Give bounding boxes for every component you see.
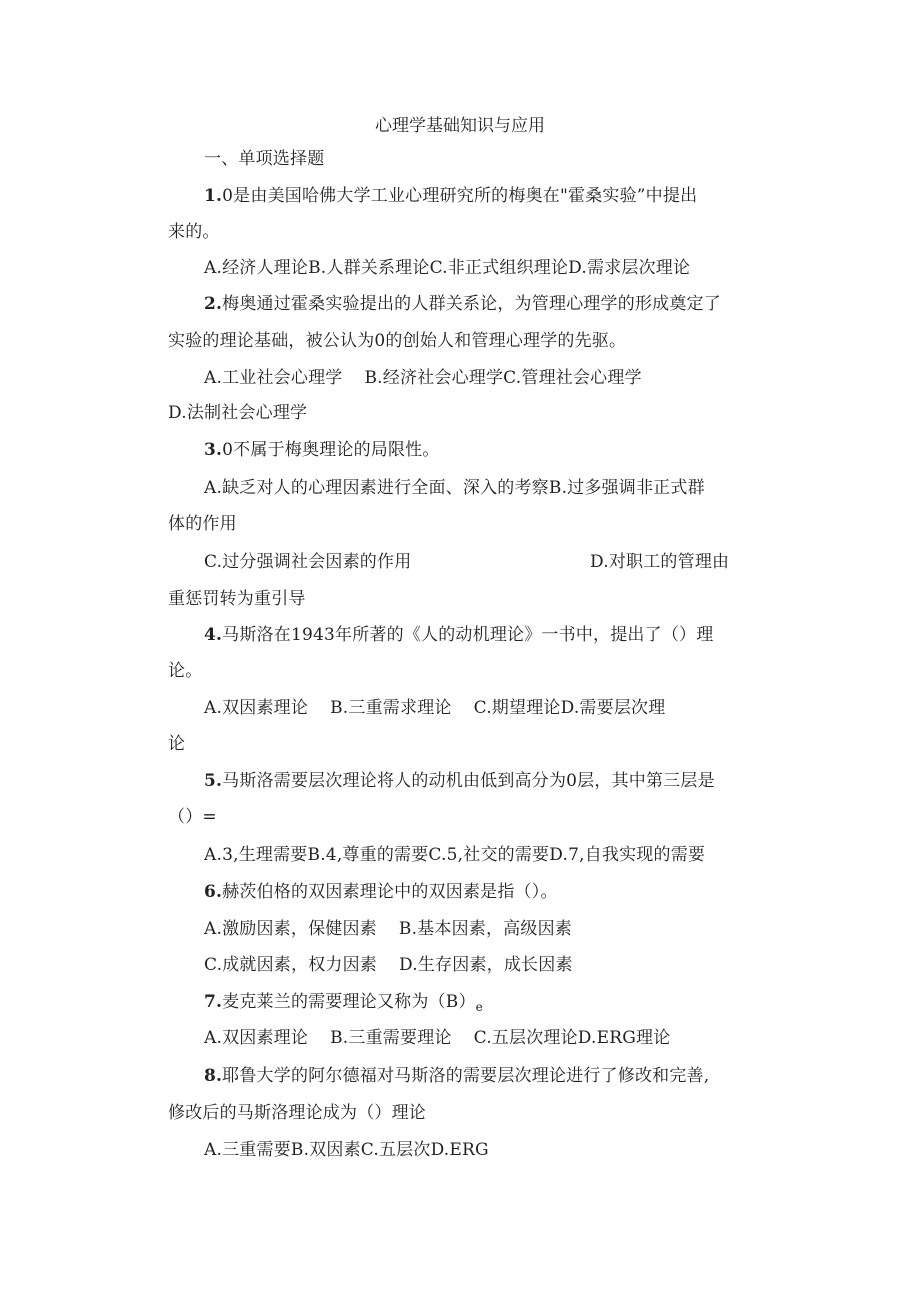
question-6-options-cd: [204, 953, 768, 977]
question-7-options: [204, 1026, 768, 1050]
question-number: 2.: [204, 294, 223, 314]
question-1: [204, 184, 768, 208]
question-text: 0不属于梅奥理论的局限性。: [222, 440, 440, 460]
question-5-options: A.3,生理需要B.4,尊重的需要C.5,社交的需要D.7,自我实现的需要: [204, 845, 706, 865]
question-text-tail: e: [475, 1000, 483, 1014]
question-3-option-d: D.对职工的管理由: [590, 552, 730, 572]
option-cd: C.五层次理论D.ERG理论: [473, 1028, 671, 1048]
question-number: 8.: [204, 1066, 223, 1086]
option-b: B.三重需求理论: [330, 698, 452, 718]
question-3-option-d-cont: 重惩罚转为重引导: [168, 589, 306, 609]
question-3-option-c: C.过分强调社会因素的作用: [204, 552, 412, 572]
question-text: 赫茨伯格的双因素理论中的双因素是指（）。: [222, 882, 558, 902]
question-text: 马斯洛在1943年所著的《人的动机理论》一书中，提出了（）理: [222, 625, 714, 645]
question-4-cont: 论。: [168, 661, 203, 681]
section-heading: 一、单项选择题: [204, 149, 325, 169]
option-a: A.双因素理论: [204, 1028, 309, 1048]
question-4: [204, 623, 768, 647]
question-4-options: [204, 696, 768, 720]
question-3-options-ab: A.缺乏对人的心理因素进行全面、深入的考察B.过多强调非正式群: [204, 478, 705, 498]
question-2: [204, 292, 768, 316]
question-4-options-cont: 论: [168, 734, 186, 754]
question-number: 4.: [204, 625, 223, 645]
option-a: A.双因素理论: [204, 698, 309, 718]
question-8-cont: 修改后的马斯洛理论成为（）理论: [168, 1103, 426, 1123]
option-b: B.基本因素，高级因素: [398, 919, 572, 939]
question-1-options: A.经济人理论B.人群关系理论C.非正式组织理论D.需求层次理论: [204, 258, 691, 278]
question-2-cont: 实验的理论基础，被公认为0的创始人和管理心理学的先驱。: [168, 331, 627, 351]
question-text: 马斯洛需要层次理论将人的动机由低到高分为0层，其中第三层是: [222, 771, 715, 791]
option-d: D.生存因素，成长因素: [399, 955, 573, 975]
question-text: 0是由美国哈佛大学工业心理研究所的梅奥在"霍桑实验”中提出: [222, 186, 698, 206]
question-number: 1.: [204, 186, 223, 206]
question-number: 7.: [204, 992, 223, 1012]
question-number: 6.: [204, 882, 223, 902]
question-6-options-ab: [204, 917, 768, 941]
option-c: C.成就因素，权力因素: [204, 955, 378, 975]
question-3-options-ab-cont: 体的作用: [168, 514, 237, 534]
question-6: [204, 880, 768, 904]
question-8: [204, 1064, 768, 1088]
question-text: 耶鲁大学的阿尔德福对马斯洛的需要层次理论进行了修改和完善,: [222, 1066, 710, 1086]
question-5: [204, 769, 768, 793]
question-text: 麦克莱兰的需要理论又称为（B）: [222, 992, 476, 1012]
question-2-option-d: D.法制社会心理学: [168, 403, 308, 423]
option-a: A.激励因素，保健因素: [204, 919, 377, 939]
document-title: 心理学基础知识与应用: [375, 116, 545, 136]
question-number: 5.: [204, 771, 223, 791]
option-a: A.工业社会心理学: [204, 368, 343, 388]
question-3: [204, 438, 768, 462]
question-8-options: A.三重需要B.双因素C.五层次D.ERG: [204, 1140, 489, 1160]
option-cd: C.期望理论D.需要层次理: [473, 698, 666, 718]
question-7: [204, 990, 768, 1019]
option-b: B.三重需要理论: [330, 1028, 452, 1048]
question-1-cont: 来的。: [168, 222, 220, 242]
question-number: 3.: [204, 440, 223, 460]
question-text: 梅奥通过霍桑实验提出的人群关系论，为管理心理学的形成奠定了: [222, 294, 721, 314]
question-5-cont: （）=: [168, 807, 217, 827]
option-bc: B.经济社会心理学C.管理社会心理学: [364, 368, 642, 388]
question-2-options: [204, 366, 768, 390]
